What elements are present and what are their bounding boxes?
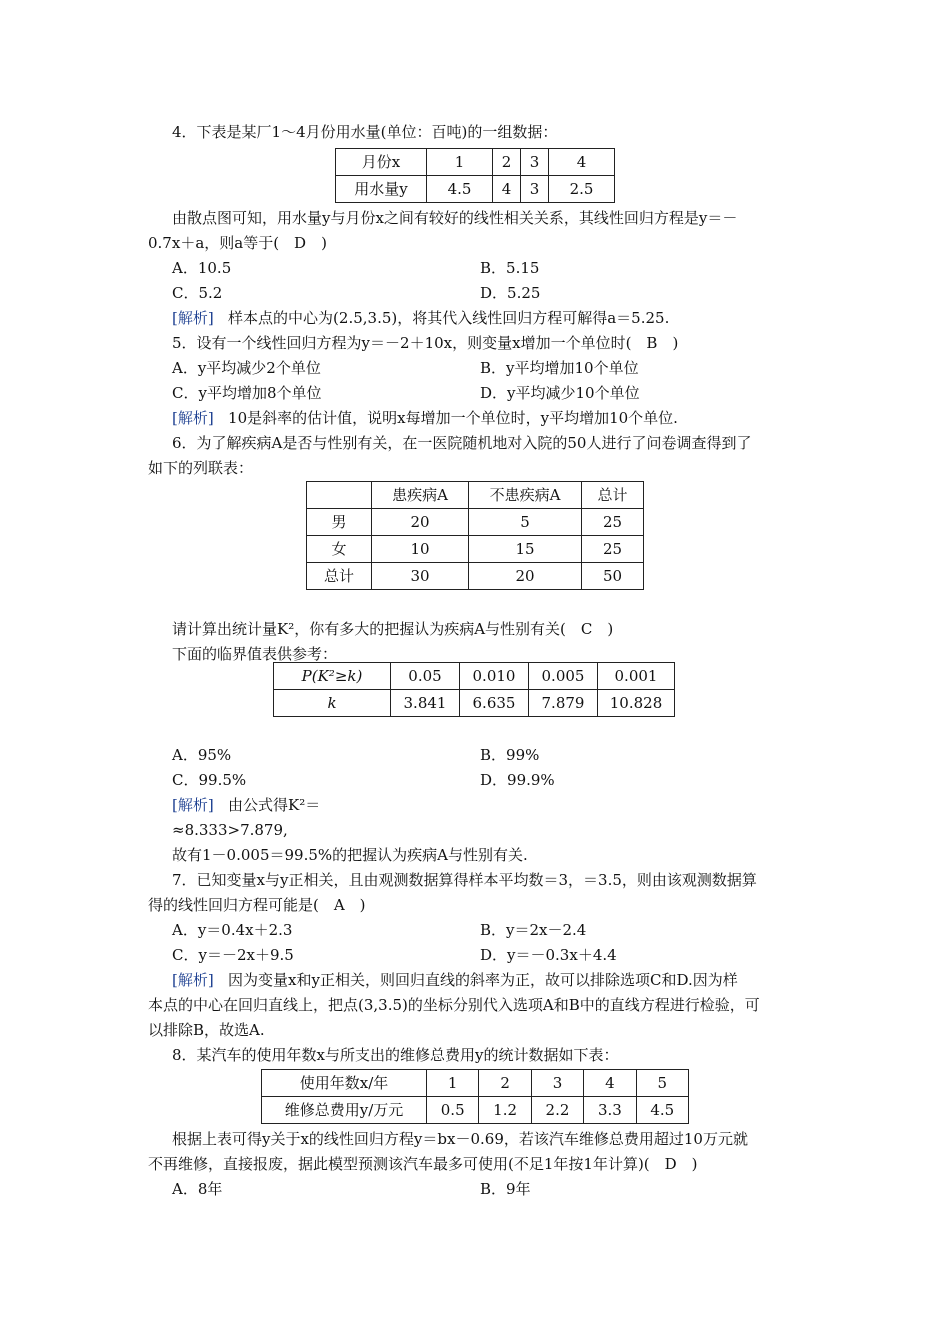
q6-ktable-cell: k <box>274 690 391 717</box>
q4-option-a: A．10.5 <box>172 259 232 277</box>
q8-option-b: B．9年 <box>480 1180 531 1198</box>
q6-ktable-cell: 0.010 <box>460 663 529 690</box>
q6-ktable-cell: 0.001 <box>598 663 675 690</box>
q6-option-b: B．99% <box>480 746 540 764</box>
q4-table-cell: 3 <box>520 176 548 203</box>
q6-table-cell: 10 <box>372 536 469 563</box>
q8-table-cell: 1 <box>427 1070 479 1097</box>
q6-table-cell: 总计 <box>582 482 644 509</box>
q4-table-cell: 4 <box>548 149 614 176</box>
q6-question-2: 下面的临界值表供参考： <box>172 645 338 663</box>
q5-stem: 5．设有一个线性回归方程为y＝－2＋10x，则变量x增加一个单位时( B ) <box>172 334 679 352</box>
q6-explanation-text: 由公式得K²＝ <box>228 796 321 814</box>
q5-option-b: B．y平均增加10个单位 <box>480 359 639 377</box>
q8-table-cell: 4 <box>584 1070 636 1097</box>
explanation-tag: [ 解析 ] <box>172 971 214 989</box>
q8-option-a: A．8年 <box>172 1180 223 1198</box>
q6-stem-1: 6．为了解疾病A是否与性别有关，在一医院随机地对入院的50人进行了问卷调查得到了 <box>172 434 752 452</box>
q6-table-cell: 25 <box>582 536 644 563</box>
q5-option-c: C．y平均增加8个单位 <box>172 384 322 402</box>
q6-ktable-cell: 10.828 <box>598 690 675 717</box>
q5-option-d: D．y平均减少10个单位 <box>480 384 640 402</box>
q6-option-a: A．95% <box>172 746 232 764</box>
q6-table-cell: 女 <box>307 536 372 563</box>
q4-table-cell: 4.5 <box>427 176 493 203</box>
q8-table-cell: 使用年数x/年 <box>262 1070 427 1097</box>
q7-explanation-1 <box>172 969 738 991</box>
q4-table-cell: 3 <box>520 149 548 176</box>
q8-table-cell: 0.5 <box>427 1097 479 1124</box>
q4-table-cell: 用水量y <box>336 176 427 203</box>
q5-explanation <box>172 407 678 429</box>
q5-option-a: A．y平均减少2个单位 <box>172 359 321 377</box>
q8-table-cell: 3.3 <box>584 1097 636 1124</box>
q7-stem-2: 得的线性回归方程可能是( A ) <box>148 896 366 914</box>
q4-option-b: B．5.15 <box>480 259 540 277</box>
q6-explanation-3: 故有1－0.005＝99.5%的把握认为疾病A与性别有关. <box>172 846 528 864</box>
q6-ktable-cell: 7.879 <box>529 690 598 717</box>
q4-table-cell: 1 <box>427 149 493 176</box>
q4-text-2: 0.7x＋a，则a等于( D ) <box>148 234 327 252</box>
q7-option-b: B．y＝2x－2.4 <box>480 921 587 939</box>
q6-table-cell: 男 <box>307 509 372 536</box>
q8-table-cell: 维修总费用y/万元 <box>262 1097 427 1124</box>
q4-table-cell: 2 <box>492 149 520 176</box>
q5-explanation-text: 10是斜率的估计值，说明x每增加一个单位时，y平均增加10个单位. <box>228 409 678 427</box>
q6-ktable-cell: 3.841 <box>391 690 460 717</box>
q6-table-cell <box>307 482 372 509</box>
q7-option-c: C．y＝－2x＋9.5 <box>172 946 294 964</box>
q6-ktable-cell: 6.635 <box>460 690 529 717</box>
q7-option-d: D．y＝－0.3x＋4.4 <box>480 946 617 964</box>
q8-table-cell: 1.2 <box>479 1097 531 1124</box>
q6-option-d: D．99.9% <box>480 771 555 789</box>
explanation-tag: [ 解析 ] <box>172 309 214 327</box>
q6-table-cell: 50 <box>582 563 644 590</box>
q6-question-1: 请计算出统计量K²，你有多大的把握认为疾病A与性别有关( C ) <box>172 620 614 638</box>
q6-explanation-1 <box>172 794 320 816</box>
q4-explanation-text: 样本点的中心为(2.5,3.5)，将其代入线性回归方程可解得a＝5.25. <box>228 309 670 327</box>
q6-table-cell: 30 <box>372 563 469 590</box>
q4-option-d: D．5.25 <box>480 284 541 302</box>
q4-table-cell: 4 <box>492 176 520 203</box>
q8-stem: 8．某汽车的使用年数x与所支出的维修总费用y的统计数据如下表： <box>172 1046 619 1064</box>
q6-table-cell: 20 <box>469 563 582 590</box>
explanation-tag: [ 解析 ] <box>172 409 214 427</box>
q8-text-2: 不再维修，直接报废，据此模型预测该汽车最多可使用(不足1年按1年计算)( D ) <box>148 1155 698 1173</box>
q8-table-cell: 5 <box>636 1070 688 1097</box>
q7-explanation-text: 因为变量x和y正相关，则回归直线的斜率为正，故可以排除选项C和D.因为样 <box>228 971 738 989</box>
q4-table-cell: 月份x <box>336 149 427 176</box>
q8-car-repair-table <box>261 1069 689 1124</box>
q6-contingency-table <box>306 481 644 590</box>
q6-table-cell: 患疾病A <box>372 482 469 509</box>
q6-table-cell: 5 <box>469 509 582 536</box>
q8-table-cell: 2.2 <box>531 1097 583 1124</box>
q8-table-cell: 4.5 <box>636 1097 688 1124</box>
q4-text-1: 由散点图可知，用水量y与月份x之间有较好的线性相关关系，其线性回归方程是y＝－ <box>172 209 738 227</box>
q6-table-cell: 15 <box>469 536 582 563</box>
q6-ktable-cell: 0.005 <box>529 663 598 690</box>
q6-table-cell: 20 <box>372 509 469 536</box>
q7-stem-1: 7．已知变量x与y正相关，且由观测数据算得样本平均数＝3，＝3.5，则由该观测数据算 <box>172 871 757 889</box>
q8-table-cell: 3 <box>531 1070 583 1097</box>
q6-ktable-cell: 0.05 <box>391 663 460 690</box>
q6-option-c: C．99.5% <box>172 771 247 789</box>
q8-table-cell: 2 <box>479 1070 531 1097</box>
q6-stem-2: 如下的列联表： <box>148 459 254 477</box>
q4-stem: 4．下表是某厂1～4月份用水量(单位：百吨)的一组数据： <box>172 123 558 141</box>
explanation-tag: [ 解析 ] <box>172 796 214 814</box>
q6-explanation-2: ≈8.333>7.879, <box>172 821 288 839</box>
q4-water-table <box>335 148 615 203</box>
q6-critical-value-table <box>273 662 675 717</box>
q8-text-1: 根据上表可得y关于x的线性回归方程y＝bx－0.69，若该汽车维修总费用超过10万元就 <box>172 1130 748 1148</box>
q4-table-cell: 2.5 <box>548 176 614 203</box>
q7-explanation-3: 以排除B，故选A. <box>148 1021 265 1039</box>
q6-table-cell: 不患疾病A <box>469 482 582 509</box>
q6-table-cell: 总计 <box>307 563 372 590</box>
q4-explanation <box>172 307 669 329</box>
q4-option-c: C．5.2 <box>172 284 223 302</box>
q7-option-a: A．y＝0.4x＋2.3 <box>172 921 293 939</box>
q7-explanation-2: 本点的中心在回归直线上，把点(3,3.5)的坐标分别代入选项A和B中的直线方程进行检验，可 <box>148 996 760 1014</box>
q6-table-cell: 25 <box>582 509 644 536</box>
q6-ktable-cell: P(K²≥k) <box>274 663 391 690</box>
